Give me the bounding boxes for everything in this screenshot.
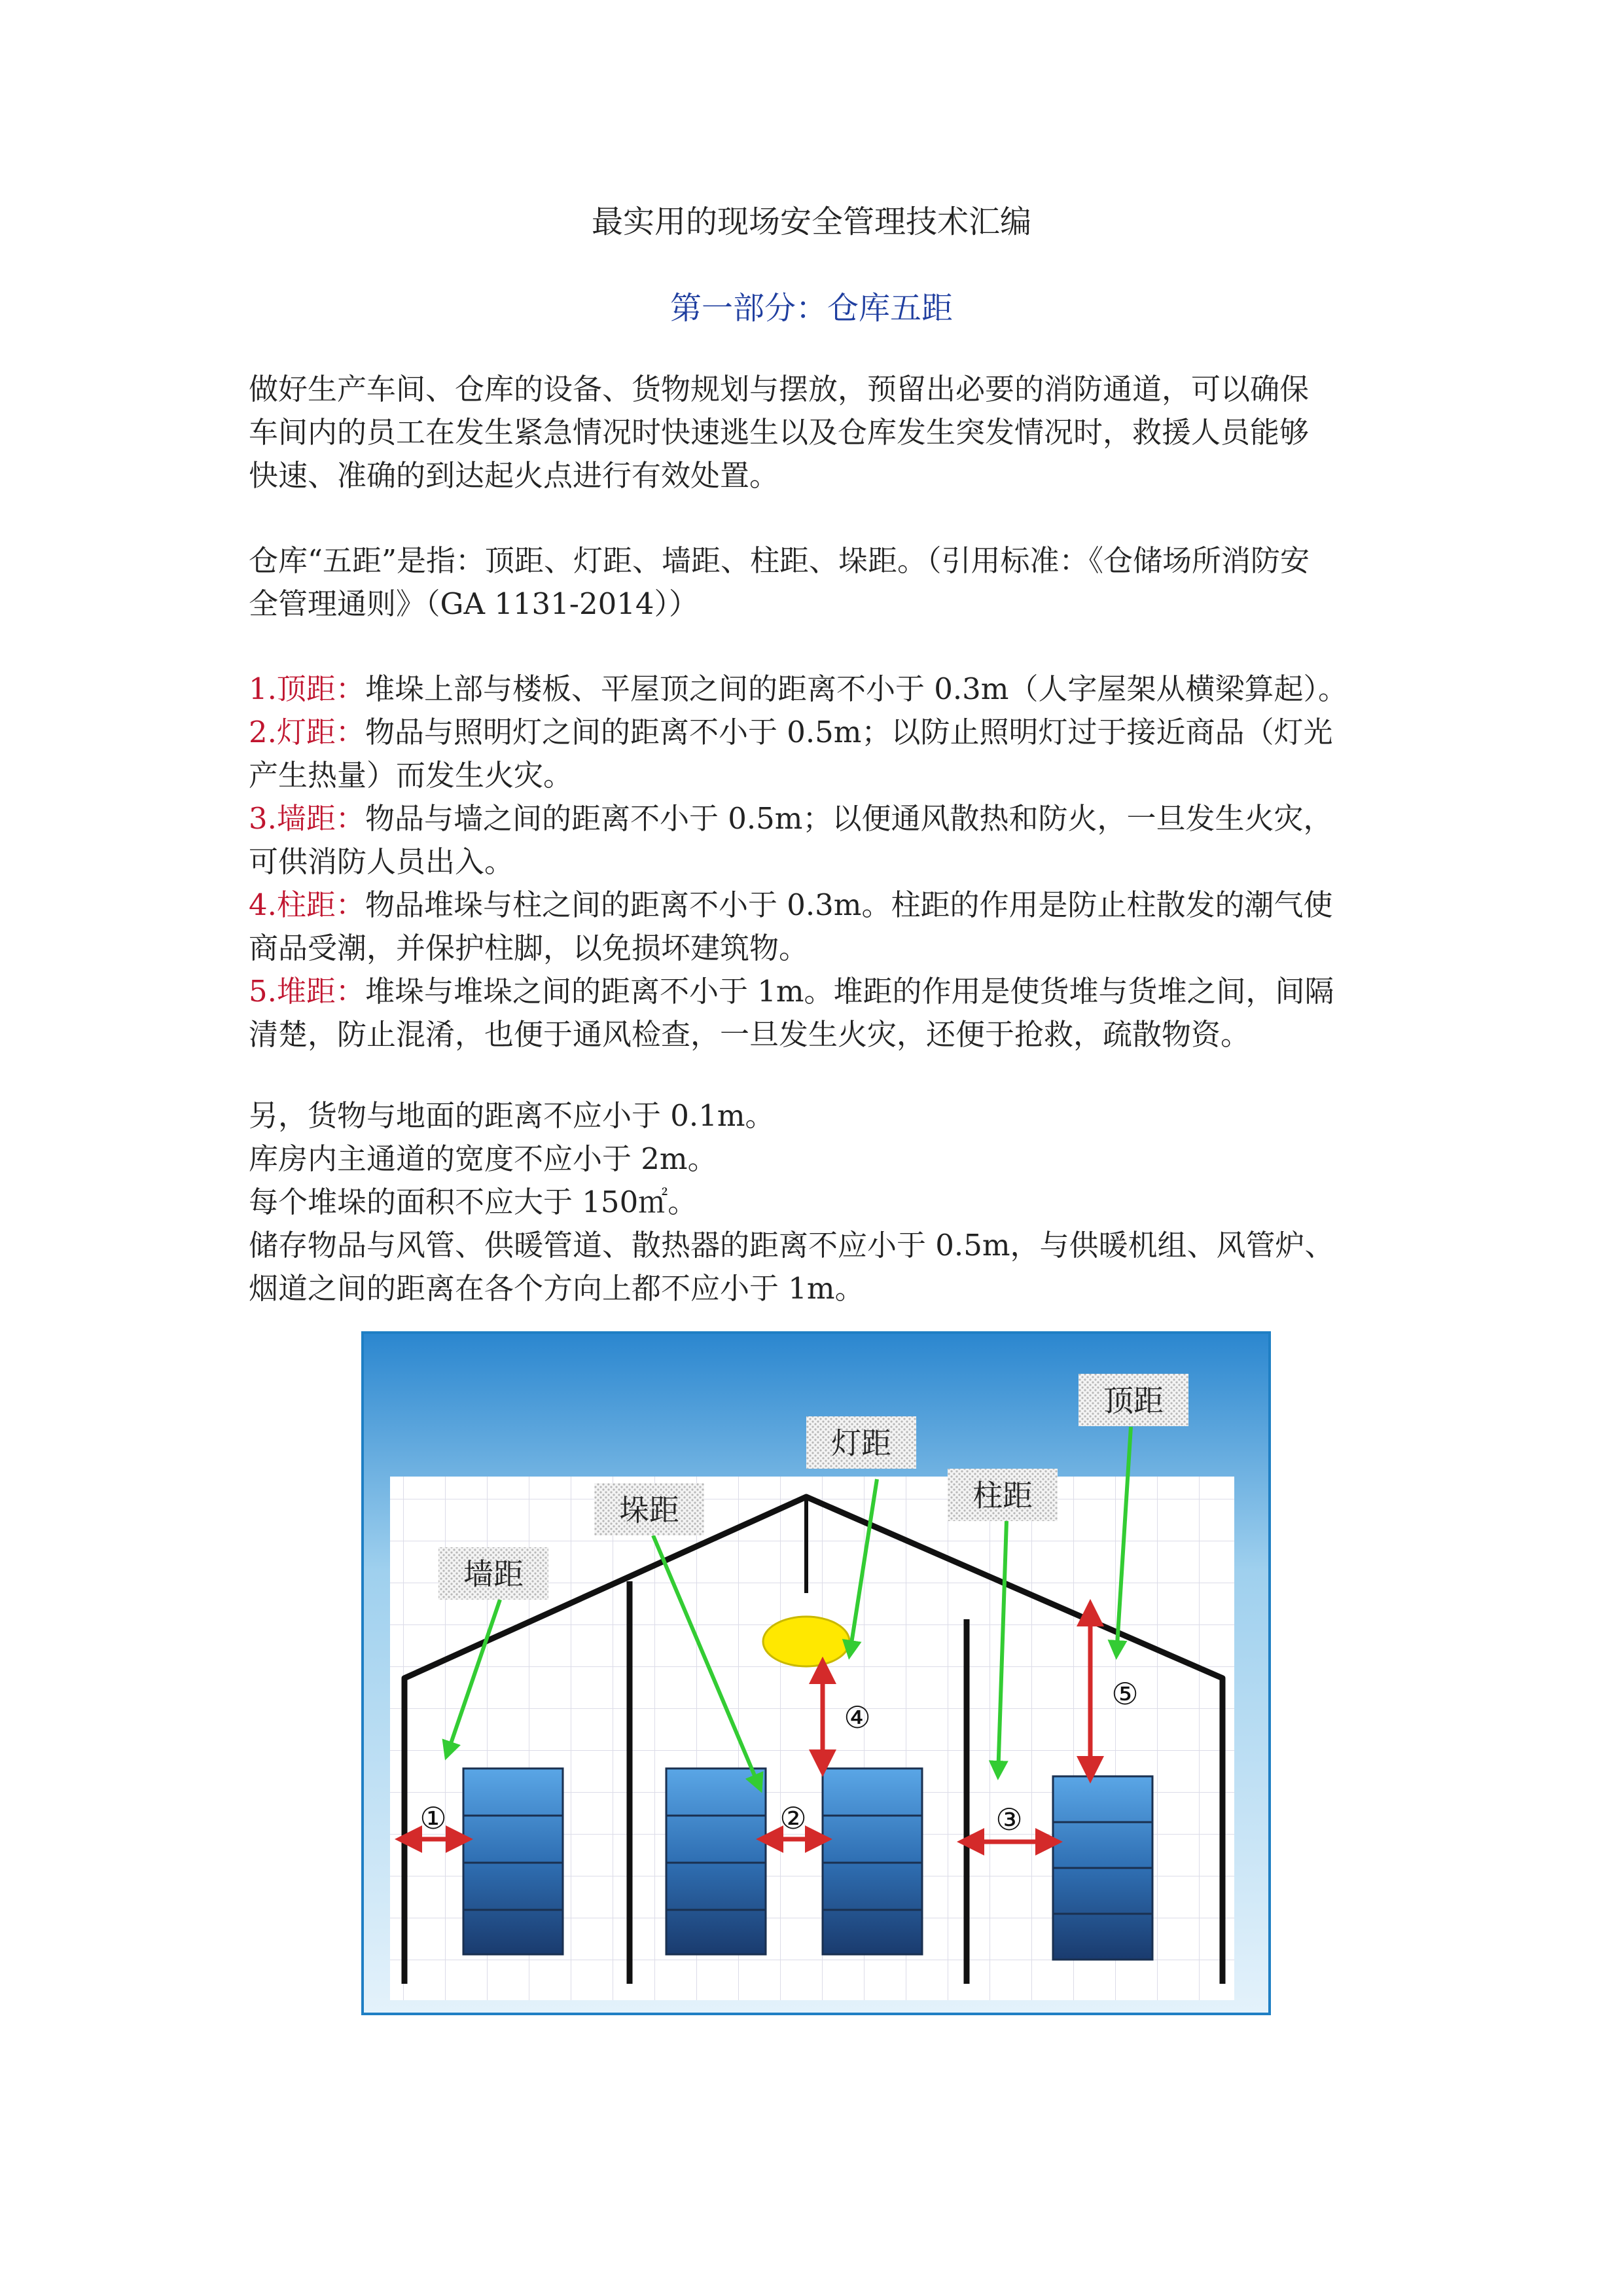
rule-item-dui [249,970,1414,1013]
rule-item-zhu [249,884,1414,927]
svg-text:墙距: 墙距 [463,1556,524,1592]
rule-key: 4.柱距： [249,888,365,922]
marker-2: ② [779,1801,807,1836]
rule-item-deng [249,711,1414,754]
rule-key: 5.堆距： [249,974,365,1009]
rule-item-qiang [249,797,1414,840]
page-title: 最实用的现场安全管理技术汇编 [591,204,1031,240]
extra-line: 另，货物与地面的距离不应小于 0.1m。 [249,1098,775,1133]
rule-text-continued: 可供消防人员出入。 [249,844,514,879]
rule-text: 物品堆垛与柱之间的距离不小于 0.3m。柱距的作用是防止柱散发的潮气使 [365,888,1333,922]
rule-text-continued: 商品受潮，并保护柱脚，以免损坏建筑物。 [249,931,809,965]
section-subtitle: 第一部分：仓库五距 [669,290,953,327]
label-deng [806,1416,916,1469]
svg-text:顶距: 顶距 [1103,1383,1164,1418]
svg-text:灯距: 灯距 [831,1426,891,1461]
intro-line: 车间内的员工在发生紧急情况时快速逃生以及仓库发生突发情况时，救援人员能够 [249,415,1310,450]
label-ding [1079,1374,1188,1426]
stack-4 [1053,1776,1152,1960]
stack-3 [823,1768,922,1954]
extra-line: 烟道之间的距离在各个方向上都不应小于 1m。 [249,1271,865,1306]
warehouse-diagram [361,1331,1271,2015]
label-zhu [948,1469,1058,1521]
stack-2 [666,1768,766,1954]
rule-text: 堆垛与堆垛之间的距离不小于 1m。堆距的作用是使货堆与货堆之间，间隔 [365,974,1334,1009]
svg-text:柱距: 柱距 [972,1478,1033,1513]
label-qiang [438,1547,548,1600]
extra-line: 储存物品与风管、供暖管道、散热器的距离不应小于 0.5m，与供暖机组、风管炉、 [249,1228,1334,1263]
rules-list [249,668,1414,1056]
extra-requirements [249,1094,1414,1310]
rule-text: 物品与墙之间的距离不小于 0.5m；以便通风散热和防火，一旦发生火灾， [365,801,1333,836]
rule-text: 物品与照明灯之间的距离不小于 0.5m；以防止照明灯过于接近商品（灯光 [365,715,1333,749]
rule-item-ding [249,668,1414,711]
rule-key: 1.顶距： [249,672,365,706]
rule-key: 3.墙距： [249,801,365,836]
intro-line: 快速、准确的到达起火点进行有效处置。 [249,458,779,493]
svg-text:垛距: 垛距 [619,1492,679,1528]
extra-line: 库房内主通道的宽度不应小于 2m。 [249,1141,717,1176]
marker-4: ④ [844,1700,871,1735]
five-distances-line: 全管理通则》（GA 1131-2014）） [249,586,698,621]
rule-text-continued: 产生热量）而发生火灾。 [249,758,573,793]
stack-1 [463,1768,563,1954]
lamp [763,1617,849,1666]
five-distances-paragraph [249,539,1414,626]
rule-text-continued: 清楚，防止混淆，也便于通风检查，一旦发生火灾，还便于抢救，疏散物资。 [249,1017,1251,1052]
rule-key: 2.灯距： [249,715,365,749]
five-distances-line: 仓库“五距”是指：顶距、灯距、墙距、柱距、垛距。（引用标准：《仓储场所消防安 [249,543,1310,578]
extra-line: 每个堆垛的面积不应大于 150㎡。 [249,1185,698,1219]
warehouse-diagram-svg [361,1331,1271,2015]
intro-paragraph [249,368,1414,497]
marker-3: ③ [995,1802,1023,1837]
intro-line: 做好生产车间、仓库的设备、货物规划与摆放，预留出必要的消防通道，可以确保 [249,372,1310,406]
rule-text: 堆垛上部与楼板、平屋顶之间的距离不小于 0.3m（人字屋架从横梁算起）。 [365,672,1347,706]
marker-1: ① [419,1801,447,1836]
marker-5: ⑤ [1111,1676,1139,1712]
label-duo [594,1483,704,1535]
